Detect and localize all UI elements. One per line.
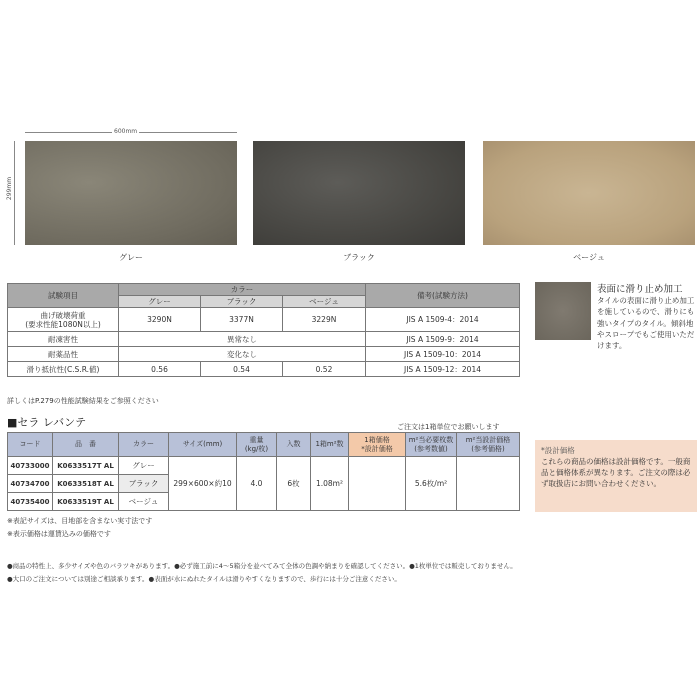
product-part-number: K0633518T AL bbox=[53, 475, 119, 493]
table-row bbox=[8, 332, 520, 347]
header-weight-unit: (kg/枚) bbox=[244, 444, 269, 453]
spec-value: 0.56 bbox=[119, 362, 201, 377]
spec-method: JIS A 1509-12：2014 bbox=[366, 362, 520, 377]
spec-table bbox=[7, 283, 520, 377]
header-area: 1箱m²数 bbox=[311, 433, 349, 457]
tile-black-image bbox=[253, 141, 465, 245]
header-remarks: 備考(試験方法) bbox=[366, 284, 520, 308]
header-color: カラー bbox=[119, 433, 169, 457]
header-per-m2-count: m²当必要枚数 bbox=[408, 436, 454, 445]
table-row bbox=[8, 308, 520, 332]
spec-value: 変化なし bbox=[119, 347, 366, 362]
product-note: ※表記サイズは、目地部を含まない実寸法です bbox=[7, 517, 153, 525]
spec-method: JIS A 1509-9：2014 bbox=[366, 332, 520, 347]
header-box-price: 1箱価格 bbox=[364, 436, 390, 445]
table-row bbox=[8, 457, 520, 475]
footer-note: ●商品の特性上、多少サイズや色のバラツキがあります。●必ず施工前に4〜5箱分を並べてみて全体の色調や納まりを確認してください。●1枚単位では販売しておりません。 bbox=[7, 562, 517, 570]
product-area: 1.08m² bbox=[311, 457, 349, 511]
table-row bbox=[8, 362, 520, 377]
spec-item: 耐薬品性 bbox=[8, 347, 119, 362]
header-size: サイズ(mm) bbox=[169, 433, 237, 457]
header-color: カラー bbox=[119, 284, 366, 296]
tile-grey-image bbox=[25, 141, 237, 245]
tile-label-black: ブラック bbox=[343, 253, 375, 262]
header-item: 試験項目 bbox=[8, 284, 119, 308]
product-title: ■セラ レバンテ bbox=[7, 416, 87, 429]
product-note: ※表示価格は運賃込みの価格です bbox=[7, 530, 111, 538]
tile-label-grey: グレー bbox=[119, 253, 143, 262]
product-weight: 4.0 bbox=[237, 457, 277, 511]
spec-value: 3290N bbox=[119, 308, 201, 332]
header-part: 品 番 bbox=[53, 433, 119, 457]
header-reference-value: (参考数値) bbox=[414, 444, 448, 453]
table-row bbox=[8, 347, 520, 362]
spec-method: JIS A 1509-10：2014 bbox=[366, 347, 520, 362]
product-per-m2: 5.6枚/m² bbox=[406, 457, 457, 511]
footer-note: ●大口のご注文については別途ご相談承ります。●表面が水にぬれたタイルは滑りやすくなりますので、歩行には十分ご注意ください。 bbox=[7, 575, 401, 583]
product-color: グレー bbox=[119, 457, 169, 475]
slip-title: 表面に滑り止め加工 bbox=[597, 284, 683, 295]
height-dimension: 299mm bbox=[6, 176, 14, 201]
spec-value: 0.54 bbox=[201, 362, 283, 377]
product-per-m2-price bbox=[457, 457, 520, 511]
header-beige: ベージュ bbox=[283, 296, 366, 308]
spec-item-sub: (要求性能1080N以上) bbox=[25, 319, 101, 329]
header-count: 入数 bbox=[277, 433, 311, 457]
product-code: 40734700 bbox=[8, 475, 53, 493]
spec-value: 3229N bbox=[283, 308, 366, 332]
design-price-note bbox=[535, 440, 697, 512]
product-color: ベージュ bbox=[119, 493, 169, 511]
slip-resistant-swatch bbox=[535, 282, 591, 340]
spec-value: 0.52 bbox=[283, 362, 366, 377]
product-table bbox=[7, 432, 520, 511]
header-black: ブラック bbox=[201, 296, 283, 308]
price-note-title: *設計価格 bbox=[541, 446, 575, 455]
price-note-body: これらの商品の価格は設計価格です。一般商品と価格体系が異なります。ご注文の際は必ず取扱店にお問い合わせください。 bbox=[541, 456, 691, 488]
spec-note: 詳しくはP.279の性能試験結果をご参照ください bbox=[7, 397, 159, 405]
width-dimension: 600mm bbox=[114, 128, 138, 135]
header-code: コード bbox=[8, 433, 53, 457]
product-code: 40735400 bbox=[8, 493, 53, 511]
product-part-number: K0633517T AL bbox=[53, 457, 119, 475]
header-grey: グレー bbox=[119, 296, 201, 308]
spec-item: 曲げ破壊荷重 bbox=[40, 310, 86, 320]
order-note: ご注文は1箱単位でお願いします bbox=[397, 423, 500, 431]
product-part-number: K0633519T AL bbox=[53, 493, 119, 511]
header-reference-price: (参考価格) bbox=[471, 444, 505, 453]
product-box-price bbox=[349, 457, 406, 511]
tile-label-beige: ベージュ bbox=[573, 253, 605, 262]
spec-item: 耐凍害性 bbox=[8, 332, 119, 347]
slip-description: タイルの表面に滑り止め加工を施しているので、滑りにも強いタイプのタイル。傾斜地やスロープでもご使用いただけます。 bbox=[597, 296, 695, 350]
spec-value: 異常なし bbox=[119, 332, 366, 347]
tile-beige-image bbox=[483, 141, 695, 245]
spec-method: JIS A 1509-4：2014 bbox=[366, 308, 520, 332]
height-dimension-line bbox=[14, 141, 15, 245]
spec-value: 3377N bbox=[201, 308, 283, 332]
spec-item: 滑り抵抗性(C.S.R.値) bbox=[8, 362, 119, 377]
header-design-price: *設計価格 bbox=[361, 444, 393, 453]
header-per-m2-price: m²当設計価格 bbox=[465, 436, 511, 445]
product-color: ブラック bbox=[119, 475, 169, 493]
header-weight: 重量 bbox=[249, 436, 264, 445]
product-count: 6枚 bbox=[277, 457, 311, 511]
product-code: 40733000 bbox=[8, 457, 53, 475]
product-size: 299×600×約10 bbox=[169, 457, 237, 511]
